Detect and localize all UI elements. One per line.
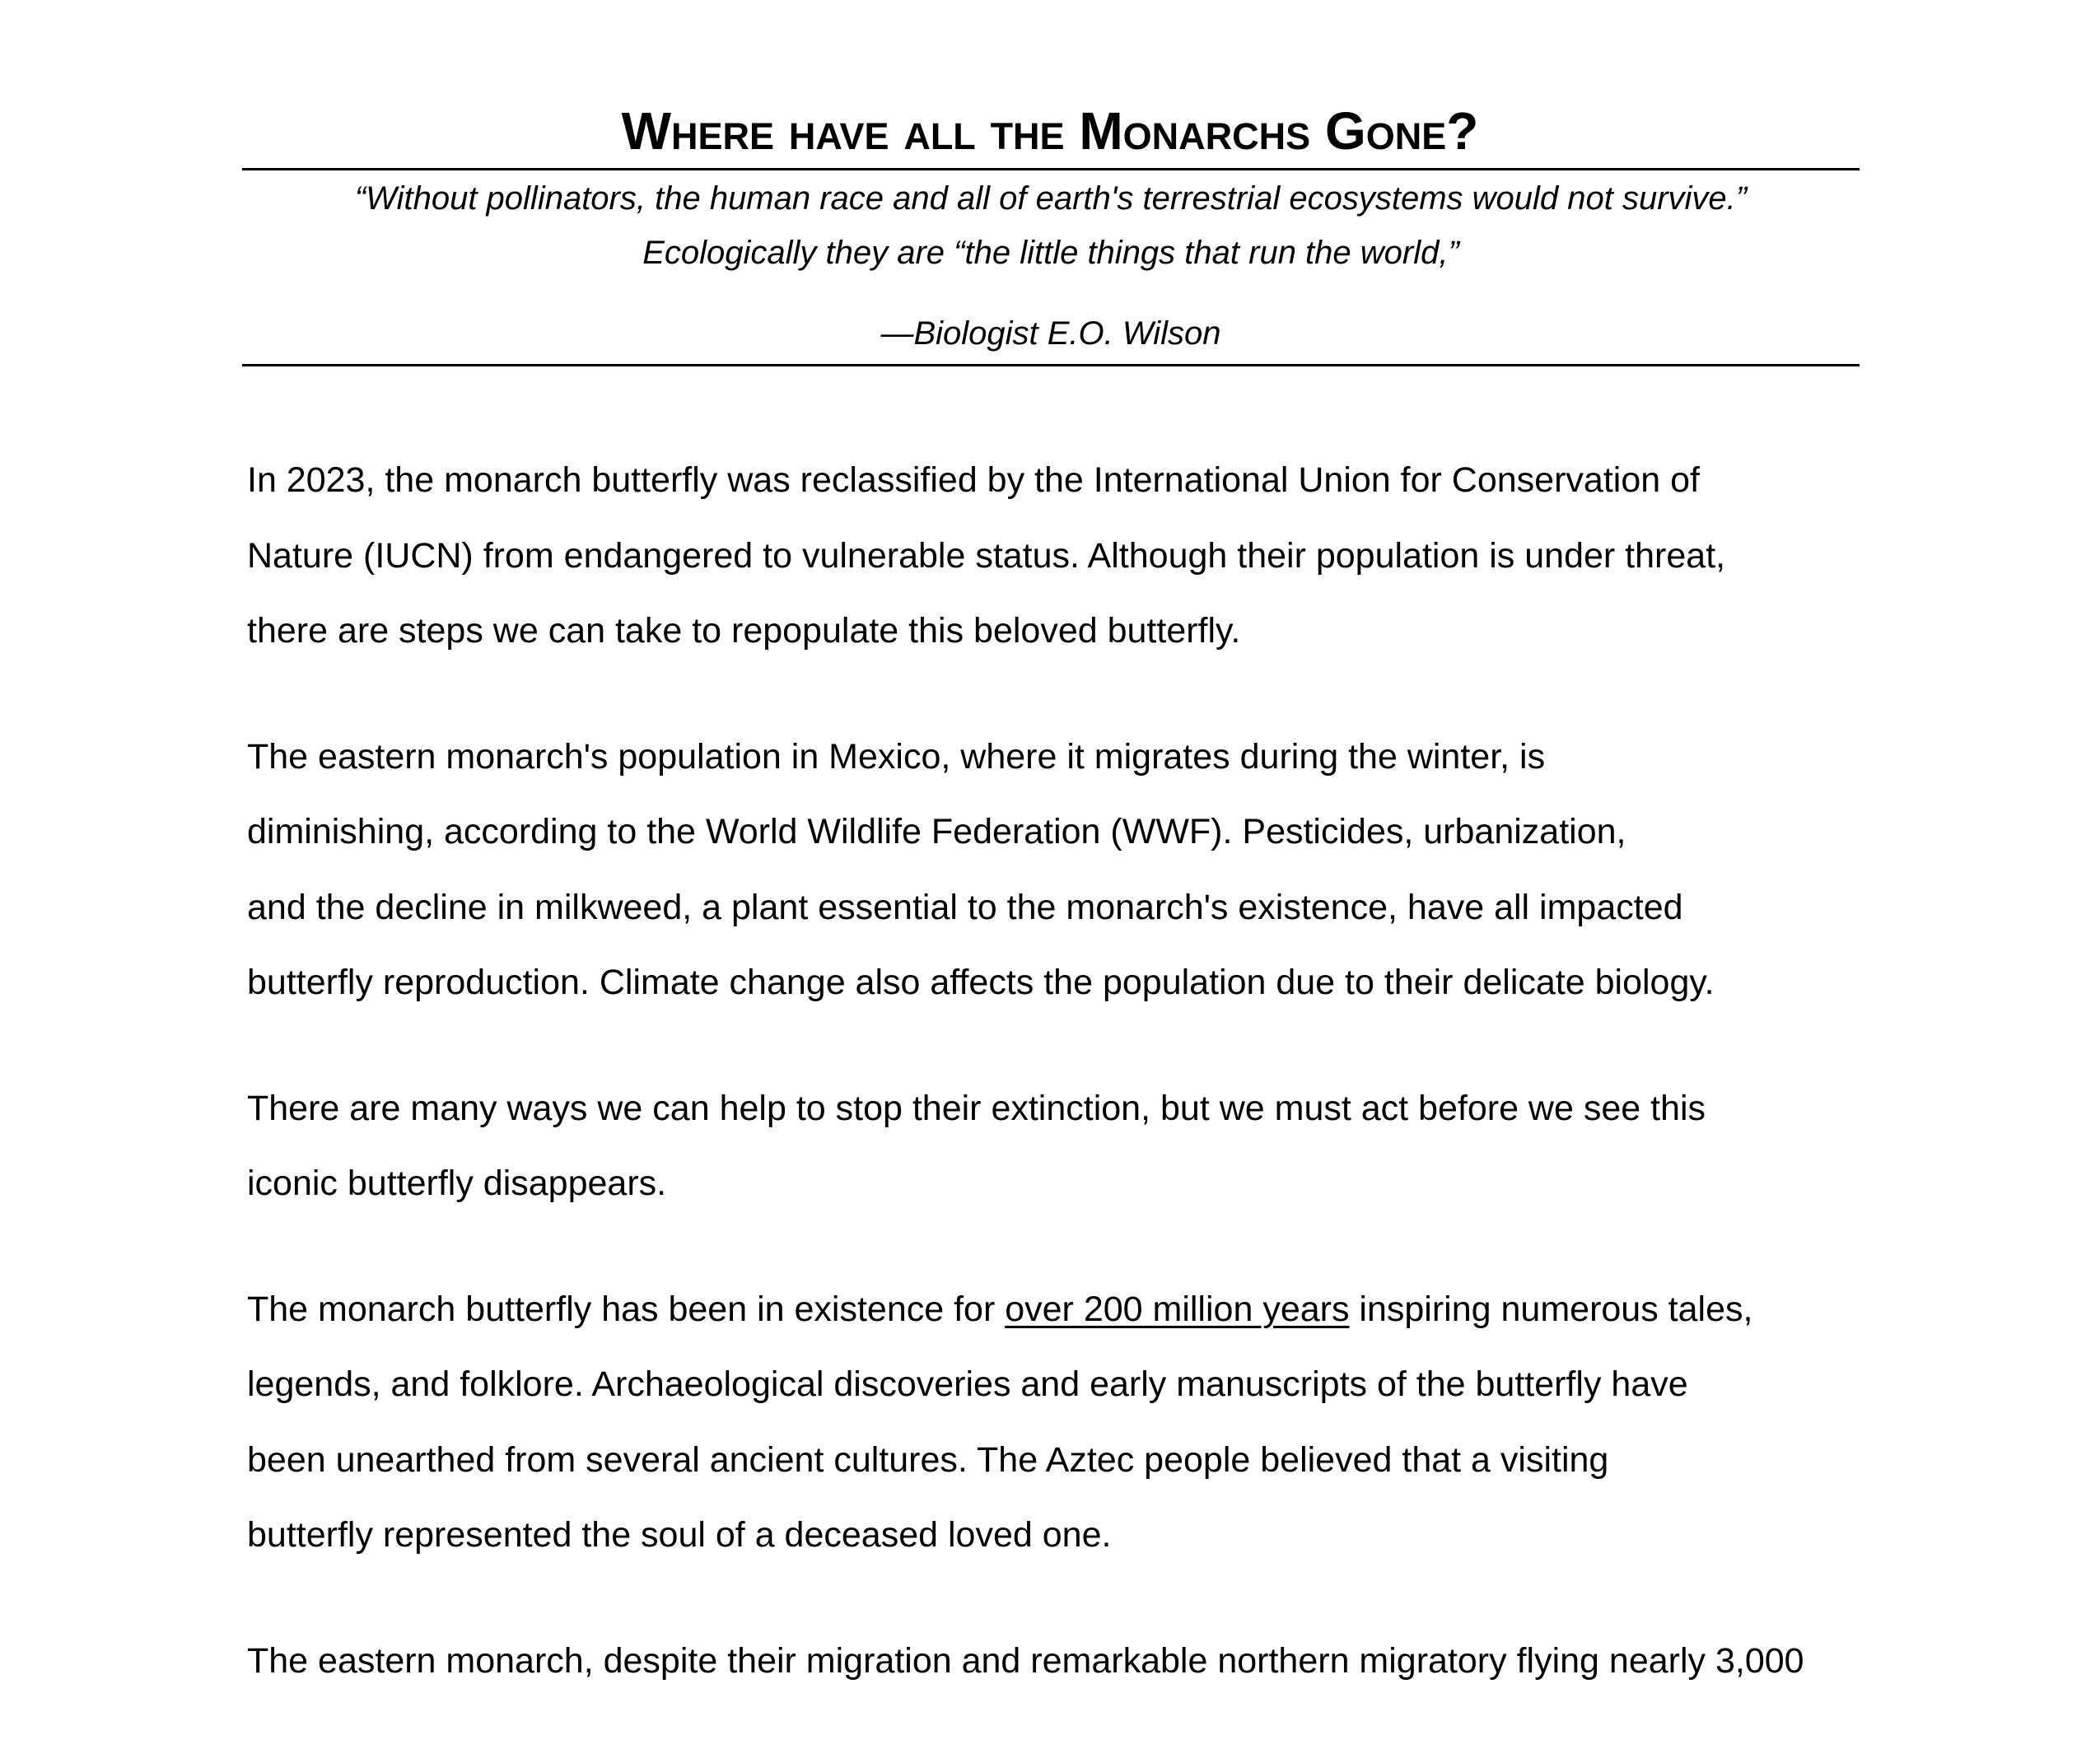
paragraph-line: butterfly reproduction. Climate change also affects the population due to their delicate biology. (247, 963, 1715, 1002)
paragraph-line: The eastern monarch, despite their migration and remarkable northern migratory flying nearly 3,000 (247, 1640, 1804, 1681)
paragraph-line: There are many ways we can help to stop their extinction, but we must act before we see this (247, 1088, 1706, 1128)
paragraph-line: legends, and folklore. Archaeological discoveries and early manuscripts of the butterfly have (247, 1364, 1688, 1404)
quote-attribution: —Biologist E.O. Wilson (880, 315, 1221, 352)
over-200-million-years-link[interactable]: over 200 million years (1005, 1289, 1350, 1329)
paragraph-line: Nature (IUCN) from endangered to vulnerable status. Although their population is under threat, (247, 535, 1726, 576)
article-body (247, 443, 1853, 1749)
paragraph-line: diminishing, according to the World Wildlife Federation (WWF). Pesticides, urbanization, (247, 812, 1626, 851)
paragraph-line: In 2023, the monarch butterfly was reclassified by the International Union for Conservation of (247, 460, 1700, 500)
text-run: The monarch butterfly has been in existence for (247, 1289, 1006, 1329)
paragraph-1 (247, 443, 1853, 669)
quote-line-1: “Without pollinators, the human race and all of earth's terrestrial ecosystems would not survive.” (354, 180, 1748, 217)
paragraph-line-with-link (247, 1272, 1853, 1348)
paragraph-3 (247, 1071, 1853, 1222)
paragraph-5-partial (247, 1624, 1853, 1700)
paragraph-line: butterfly represented the soul of a deceased loved one. (247, 1515, 1112, 1555)
page-title: Where have all the Monarchs Gone? (621, 100, 1479, 161)
epigraph-quote (242, 171, 1860, 361)
paragraph-line: iconic butterfly disappears. (247, 1164, 667, 1203)
paragraph-line: and the decline in milkweed, a plant essential to the monarch's existence, have all impacted (247, 887, 1683, 927)
paragraph-2 (247, 720, 1853, 1021)
quote-bottom-rule (242, 364, 1860, 366)
quote-top-rule (242, 168, 1860, 170)
quote-line-2: Ecologically they are “the little things that run the world,” (642, 235, 1459, 271)
paragraph-line: The eastern monarch's population in Mexico, where it migrates during the winter, is (247, 736, 1546, 777)
paragraph-4 (247, 1272, 1853, 1574)
paragraph-line: there are steps we can take to repopulate this beloved butterfly. (247, 611, 1241, 651)
paragraph-line: been unearthed from several ancient cultures. The Aztec people believed that a visiting (247, 1439, 1609, 1480)
text-run: inspiring numerous tales, (1349, 1289, 1753, 1329)
